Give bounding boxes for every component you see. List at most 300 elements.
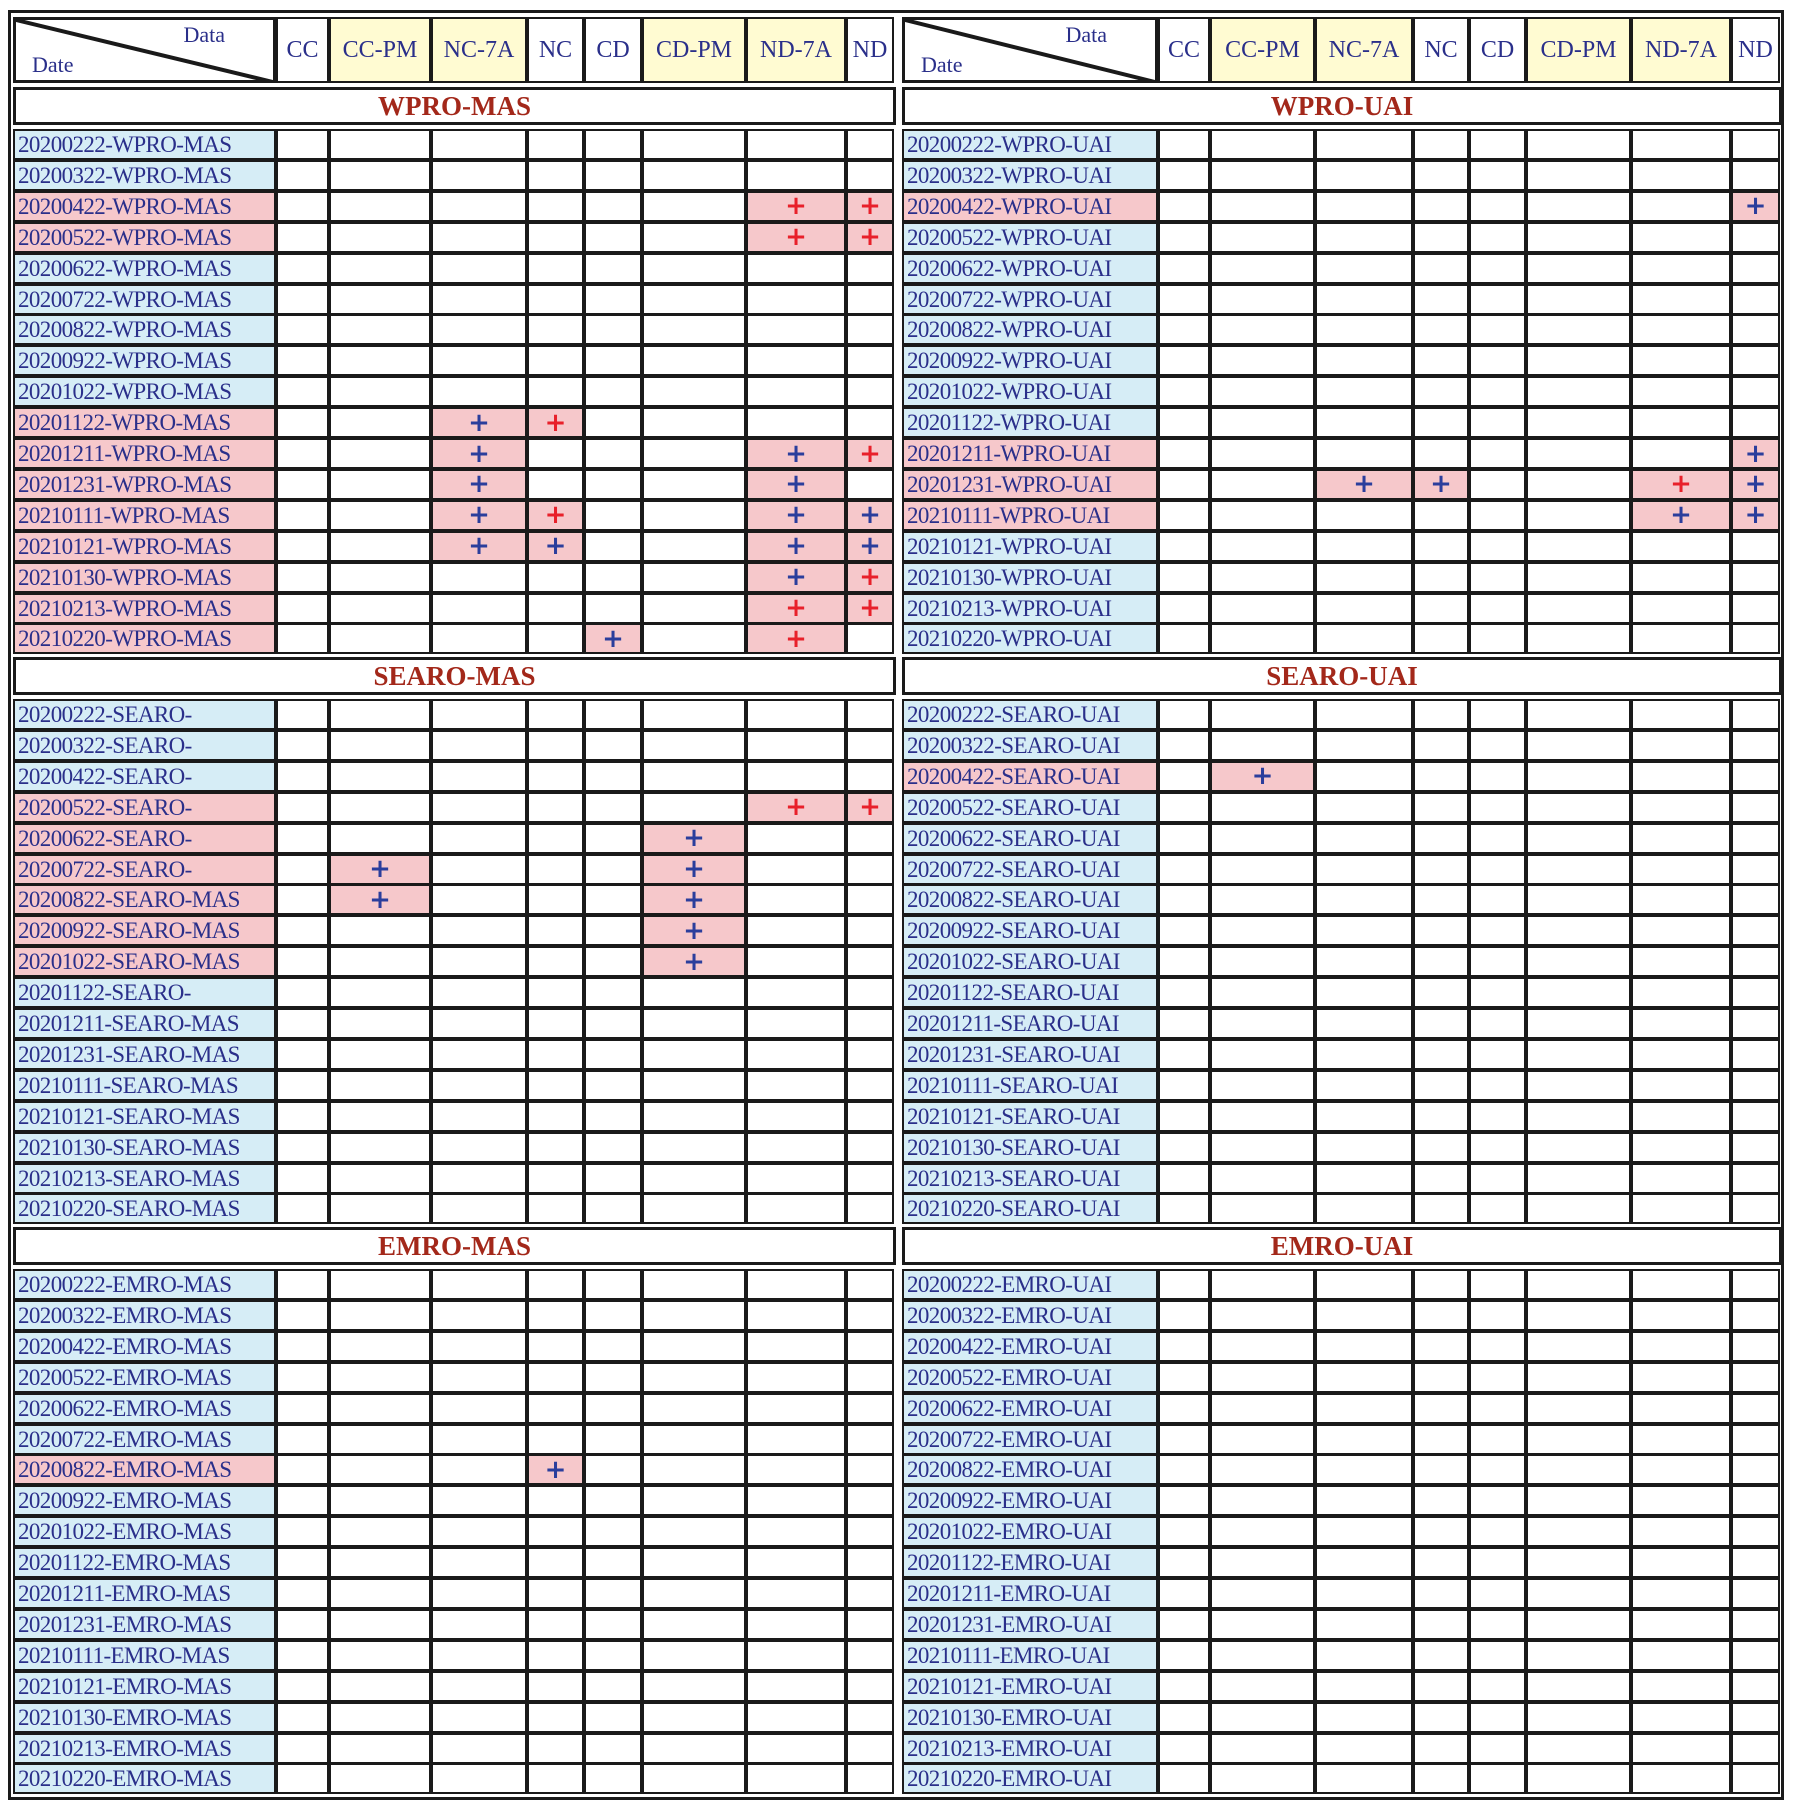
cell-nd-7a bbox=[1631, 761, 1731, 792]
cell-nd-7a bbox=[1631, 1640, 1731, 1671]
cell-cd-pm bbox=[1526, 562, 1631, 593]
cell-nd bbox=[846, 593, 894, 624]
cell-nd-7a bbox=[746, 1424, 846, 1455]
cell-cd bbox=[584, 1578, 642, 1609]
cell-nd bbox=[846, 531, 894, 562]
cell-nd-7a bbox=[1631, 284, 1731, 315]
cell-nd bbox=[846, 699, 894, 730]
cell-nd bbox=[846, 1485, 894, 1516]
cell-nc-7a bbox=[431, 792, 527, 823]
table-row bbox=[11, 977, 898, 1008]
cell-nd bbox=[846, 1609, 894, 1640]
cell-cd-pm bbox=[1526, 222, 1631, 253]
cell-cc-pm bbox=[329, 1163, 431, 1194]
cell-cd-pm bbox=[642, 623, 746, 654]
cell-nd-7a bbox=[746, 1547, 846, 1578]
cell-cd-pm bbox=[1526, 761, 1631, 792]
cell-nd-7a bbox=[1631, 823, 1731, 854]
table-row bbox=[11, 1578, 898, 1609]
cell-nc-7a bbox=[1315, 129, 1413, 160]
cell-nc bbox=[1413, 1516, 1469, 1547]
cell-cc-pm bbox=[329, 730, 431, 761]
cell-nc-7a bbox=[1315, 1269, 1413, 1300]
row-label: 20210121-EMRO-MAS bbox=[13, 1671, 276, 1702]
cell-nc bbox=[527, 1733, 584, 1764]
row-label: 20210111-EMRO-UAI bbox=[902, 1640, 1158, 1671]
cell-nd-7a bbox=[1631, 1008, 1731, 1039]
table-row bbox=[11, 593, 898, 624]
cell-nc bbox=[527, 129, 584, 160]
cell-nc-7a bbox=[1315, 500, 1413, 531]
cell-cc bbox=[1158, 623, 1210, 654]
blue-plus-icon: + bbox=[468, 531, 490, 562]
cell-cd bbox=[584, 593, 642, 624]
cell-cc-pm bbox=[1210, 1763, 1315, 1794]
table-row bbox=[11, 1733, 898, 1764]
cell-nd-7a bbox=[746, 531, 846, 562]
cell-cc bbox=[276, 345, 329, 376]
cell-cd-pm bbox=[1526, 500, 1631, 531]
cell-cc bbox=[276, 593, 329, 624]
cell-nd-7a bbox=[746, 1640, 846, 1671]
cell-cc-pm bbox=[329, 761, 431, 792]
cell-cc-pm bbox=[1210, 593, 1315, 624]
cell-cc-pm bbox=[329, 1454, 431, 1485]
red-plus-icon: + bbox=[785, 792, 807, 823]
cell-nd bbox=[1731, 253, 1780, 284]
column-header-row bbox=[1158, 17, 1782, 83]
cell-cd bbox=[1469, 1331, 1526, 1362]
cell-cc bbox=[276, 500, 329, 531]
cell-nd-7a bbox=[746, 1393, 846, 1424]
cell-cd-pm bbox=[1526, 915, 1631, 946]
cell-cc-pm bbox=[329, 376, 431, 407]
cell-cd-pm bbox=[1526, 438, 1631, 469]
cell-cc bbox=[276, 1132, 329, 1163]
red-plus-icon: + bbox=[859, 191, 881, 222]
cell-nc bbox=[527, 792, 584, 823]
row-label: 20210213-EMRO-UAI bbox=[902, 1733, 1158, 1764]
cell-cc bbox=[276, 1454, 329, 1485]
cell-cc-pm bbox=[329, 500, 431, 531]
cell-cd-pm bbox=[1526, 191, 1631, 222]
cell-nc bbox=[527, 1008, 584, 1039]
cell-nd-7a bbox=[1631, 1331, 1731, 1362]
cell-nd bbox=[846, 1763, 894, 1794]
cell-cc-pm bbox=[329, 884, 431, 915]
blue-plus-icon: + bbox=[859, 531, 881, 562]
row-label: 20200722-WPRO-UAI bbox=[902, 284, 1158, 315]
table-row bbox=[11, 253, 898, 284]
cell-cd-pm bbox=[1526, 730, 1631, 761]
cell-nd bbox=[846, 314, 894, 345]
table-row bbox=[900, 1193, 1784, 1224]
cell-cc-pm bbox=[329, 1516, 431, 1547]
cell-nd bbox=[1731, 531, 1780, 562]
cell-cc bbox=[276, 1269, 329, 1300]
cell-cd-pm bbox=[1526, 469, 1631, 500]
cell-cc bbox=[1158, 345, 1210, 376]
red-plus-icon: + bbox=[1670, 469, 1692, 500]
cell-nd-7a bbox=[746, 792, 846, 823]
cell-nd bbox=[1731, 562, 1780, 593]
cell-cd-pm bbox=[1526, 946, 1631, 977]
cell-nd-7a bbox=[1631, 1485, 1731, 1516]
cell-nd-7a bbox=[746, 129, 846, 160]
table-row bbox=[900, 222, 1784, 253]
cell-nc bbox=[527, 730, 584, 761]
cell-nd bbox=[1731, 823, 1780, 854]
cell-nc-7a bbox=[431, 1193, 527, 1224]
cell-nd-7a bbox=[1631, 531, 1731, 562]
cell-nc-7a bbox=[431, 623, 527, 654]
cell-cd-pm bbox=[1526, 792, 1631, 823]
cell-nd-7a bbox=[746, 376, 846, 407]
cell-cc-pm bbox=[1210, 1331, 1315, 1362]
table-row bbox=[900, 376, 1784, 407]
cell-cd bbox=[1469, 1132, 1526, 1163]
row-label: 20210220-EMRO-UAI bbox=[902, 1763, 1158, 1794]
cell-nd bbox=[1731, 884, 1780, 915]
cell-nd-7a bbox=[1631, 469, 1731, 500]
row-label: 20200722-WPRO-MAS bbox=[13, 284, 276, 315]
cell-cc-pm bbox=[329, 469, 431, 500]
cell-nd-7a bbox=[746, 1578, 846, 1609]
cell-cc-pm bbox=[1210, 761, 1315, 792]
table-row bbox=[900, 699, 1784, 730]
cell-cc bbox=[1158, 1547, 1210, 1578]
cell-nc-7a bbox=[431, 884, 527, 915]
cell-cd-pm bbox=[1526, 1671, 1631, 1702]
blue-plus-icon: + bbox=[683, 854, 705, 884]
cell-cd-pm bbox=[642, 854, 746, 885]
table-row bbox=[900, 1362, 1784, 1393]
cell-cc bbox=[276, 946, 329, 977]
cell-nd bbox=[846, 823, 894, 854]
cell-cd-pm bbox=[642, 284, 746, 315]
cell-cd bbox=[584, 376, 642, 407]
cell-cd bbox=[584, 500, 642, 531]
cell-nd-7a bbox=[746, 699, 846, 730]
red-plus-icon: + bbox=[859, 593, 881, 623]
cell-cd bbox=[584, 1424, 642, 1455]
cell-nd-7a bbox=[1631, 407, 1731, 438]
cell-cd bbox=[1469, 1516, 1526, 1547]
cell-cc bbox=[1158, 1070, 1210, 1101]
cell-cd bbox=[1469, 1424, 1526, 1455]
cell-nc bbox=[527, 593, 584, 624]
cell-nd-7a bbox=[746, 1300, 846, 1331]
cell-cc bbox=[1158, 823, 1210, 854]
cell-nc-7a bbox=[1315, 699, 1413, 730]
cell-nc-7a bbox=[1315, 253, 1413, 284]
row-label: 20201122-EMRO-MAS bbox=[13, 1547, 276, 1578]
cell-nd-7a bbox=[746, 1763, 846, 1794]
table-row bbox=[11, 469, 898, 500]
cell-cd-pm bbox=[642, 1516, 746, 1547]
cell-cc-pm bbox=[329, 946, 431, 977]
cell-cd-pm bbox=[1526, 314, 1631, 345]
row-label: 20200622-EMRO-MAS bbox=[13, 1393, 276, 1424]
cell-nc bbox=[1413, 792, 1469, 823]
cell-nc bbox=[527, 191, 584, 222]
cell-cc bbox=[276, 823, 329, 854]
cell-cd-pm bbox=[642, 1269, 746, 1300]
cell-nc-7a bbox=[1315, 191, 1413, 222]
cell-nc bbox=[527, 761, 584, 792]
cell-nd-7a bbox=[746, 284, 846, 315]
cell-nc bbox=[527, 1763, 584, 1794]
column-header-row bbox=[276, 17, 896, 83]
cell-nc bbox=[527, 1485, 584, 1516]
table-row bbox=[11, 407, 898, 438]
cell-nc bbox=[527, 314, 584, 345]
cell-cd bbox=[1469, 469, 1526, 500]
cell-cc bbox=[1158, 1193, 1210, 1224]
cell-cd-pm bbox=[642, 531, 746, 562]
cell-nc-7a bbox=[431, 1578, 527, 1609]
cell-nc bbox=[1413, 761, 1469, 792]
cell-cd bbox=[1469, 253, 1526, 284]
table-row bbox=[11, 160, 898, 191]
cell-nd bbox=[1731, 1300, 1780, 1331]
cell-nc bbox=[527, 345, 584, 376]
cell-nc bbox=[527, 1424, 584, 1455]
row-label: 20210213-SEARO-UAI bbox=[902, 1163, 1158, 1194]
table-row bbox=[900, 1702, 1784, 1733]
row-label: 20210111-SEARO-UAI bbox=[902, 1070, 1158, 1101]
table-row bbox=[900, 469, 1784, 500]
row-label: 20200822-SEARO-UAI bbox=[902, 884, 1158, 915]
cell-nc-7a bbox=[431, 593, 527, 624]
cell-cc-pm bbox=[1210, 1132, 1315, 1163]
table-row bbox=[900, 314, 1784, 345]
cell-cc bbox=[1158, 1702, 1210, 1733]
column-header-nd: ND bbox=[846, 17, 894, 83]
table-row bbox=[900, 1516, 1784, 1547]
table-row bbox=[900, 253, 1784, 284]
cell-nd-7a bbox=[1631, 1702, 1731, 1733]
section-title: SEARO-UAI bbox=[902, 657, 1782, 695]
cell-cc-pm bbox=[1210, 823, 1315, 854]
cell-cd-pm bbox=[642, 1070, 746, 1101]
column-header-cd-pm: CD-PM bbox=[642, 17, 746, 83]
cell-nd bbox=[1731, 854, 1780, 885]
row-label: 20200322-SEARO-UAI bbox=[902, 730, 1158, 761]
cell-nd bbox=[1731, 730, 1780, 761]
blue-plus-icon: + bbox=[683, 884, 705, 915]
cell-nd bbox=[1731, 345, 1780, 376]
cell-nd-7a bbox=[746, 1101, 846, 1132]
cell-cd-pm bbox=[1526, 593, 1631, 624]
cell-cd-pm bbox=[1526, 345, 1631, 376]
cell-nd-7a bbox=[1631, 1733, 1731, 1764]
table-row bbox=[11, 1640, 898, 1671]
cell-nd bbox=[846, 1671, 894, 1702]
cell-nc-7a bbox=[431, 222, 527, 253]
cell-cd bbox=[584, 1393, 642, 1424]
cell-nc bbox=[527, 977, 584, 1008]
cell-nd bbox=[1731, 284, 1780, 315]
cell-cd-pm bbox=[1526, 823, 1631, 854]
cell-cd bbox=[1469, 884, 1526, 915]
cell-nd bbox=[846, 469, 894, 500]
table-row bbox=[900, 531, 1784, 562]
cell-nc bbox=[1413, 1331, 1469, 1362]
cell-nc bbox=[527, 1671, 584, 1702]
row-label: 20201231-SEARO-UAI bbox=[902, 1039, 1158, 1070]
cell-cd-pm bbox=[642, 761, 746, 792]
table-row bbox=[11, 1485, 898, 1516]
cell-cc bbox=[276, 1300, 329, 1331]
row-label: 20210130-WPRO-UAI bbox=[902, 562, 1158, 593]
cell-nc bbox=[527, 1454, 584, 1485]
cell-cc bbox=[276, 562, 329, 593]
cell-nc-7a bbox=[431, 823, 527, 854]
cell-nd bbox=[846, 253, 894, 284]
table-row bbox=[900, 1609, 1784, 1640]
cell-cd bbox=[584, 977, 642, 1008]
cell-nd bbox=[846, 1132, 894, 1163]
cell-cd-pm bbox=[642, 1485, 746, 1516]
table-row bbox=[11, 792, 898, 823]
cell-cc bbox=[1158, 1008, 1210, 1039]
cell-cd-pm bbox=[642, 129, 746, 160]
cell-nc bbox=[1413, 623, 1469, 654]
cell-nc bbox=[1413, 1485, 1469, 1516]
cell-nc-7a bbox=[1315, 562, 1413, 593]
cell-nc bbox=[1413, 314, 1469, 345]
row-label: 20200522-SEARO-UAI bbox=[902, 792, 1158, 823]
cell-nc bbox=[1413, 376, 1469, 407]
cell-cc bbox=[276, 1070, 329, 1101]
cell-cd bbox=[584, 1362, 642, 1393]
cell-nc-7a bbox=[1315, 1163, 1413, 1194]
cell-cc bbox=[1158, 1163, 1210, 1194]
cell-cd bbox=[584, 469, 642, 500]
cell-cd-pm bbox=[642, 469, 746, 500]
cell-cc-pm bbox=[1210, 345, 1315, 376]
cell-cc-pm bbox=[329, 1101, 431, 1132]
cell-nc bbox=[1413, 1008, 1469, 1039]
table-row bbox=[11, 1609, 898, 1640]
cell-cd-pm bbox=[642, 1193, 746, 1224]
row-label: 20200422-SEARO- bbox=[13, 761, 276, 792]
cell-nd bbox=[1731, 160, 1780, 191]
table-row bbox=[900, 823, 1784, 854]
table-row bbox=[900, 946, 1784, 977]
cell-nc-7a bbox=[431, 1393, 527, 1424]
cell-nc-7a bbox=[1315, 1008, 1413, 1039]
row-label: 20201231-SEARO-MAS bbox=[13, 1039, 276, 1070]
table-row bbox=[900, 500, 1784, 531]
cell-cc-pm bbox=[329, 623, 431, 654]
cell-cc bbox=[1158, 730, 1210, 761]
cell-cd-pm bbox=[1526, 1485, 1631, 1516]
row-label: 20210111-WPRO-MAS bbox=[13, 500, 276, 531]
cell-nd bbox=[1731, 1640, 1780, 1671]
column-header-nd-7a: ND-7A bbox=[1631, 17, 1731, 83]
table-row bbox=[900, 1269, 1784, 1300]
red-plus-icon: + bbox=[785, 623, 807, 654]
cell-nc bbox=[527, 1702, 584, 1733]
cell-nd-7a bbox=[746, 1039, 846, 1070]
cell-nc-7a bbox=[1315, 1640, 1413, 1671]
table-row bbox=[11, 1269, 898, 1300]
cell-nd-7a bbox=[1631, 1454, 1731, 1485]
cell-cc-pm bbox=[1210, 222, 1315, 253]
cell-nd-7a bbox=[1631, 1193, 1731, 1224]
cell-nc-7a bbox=[1315, 438, 1413, 469]
cell-cc-pm bbox=[329, 593, 431, 624]
cell-cd bbox=[1469, 1070, 1526, 1101]
cell-nd bbox=[1731, 1485, 1780, 1516]
column-header-nc: NC bbox=[527, 17, 584, 83]
cell-nd bbox=[1731, 699, 1780, 730]
cell-nc bbox=[1413, 1671, 1469, 1702]
cell-cc bbox=[276, 854, 329, 885]
cell-cd bbox=[1469, 623, 1526, 654]
cell-nc-7a bbox=[431, 129, 527, 160]
table-row bbox=[900, 1578, 1784, 1609]
row-label: 20200422-WPRO-UAI bbox=[902, 191, 1158, 222]
cell-nd-7a bbox=[1631, 915, 1731, 946]
cell-cd bbox=[584, 562, 642, 593]
section-title: WPRO-UAI bbox=[902, 87, 1782, 125]
cell-nd-7a bbox=[746, 623, 846, 654]
cell-cc-pm bbox=[1210, 1362, 1315, 1393]
row-label: 20201022-EMRO-UAI bbox=[902, 1516, 1158, 1547]
cell-cc bbox=[1158, 1733, 1210, 1764]
red-plus-icon: + bbox=[859, 438, 881, 469]
table-row bbox=[900, 593, 1784, 624]
cell-cd-pm bbox=[1526, 854, 1631, 885]
cell-cd bbox=[584, 222, 642, 253]
cell-nd-7a bbox=[746, 1362, 846, 1393]
cell-nd bbox=[846, 1640, 894, 1671]
cell-cd bbox=[584, 699, 642, 730]
table-row bbox=[900, 160, 1784, 191]
red-plus-icon: + bbox=[785, 593, 807, 623]
cell-nc-7a bbox=[431, 1424, 527, 1455]
cell-nd bbox=[1731, 1008, 1780, 1039]
blue-plus-icon: + bbox=[1744, 191, 1767, 222]
cell-nc-7a bbox=[1315, 1039, 1413, 1070]
cell-nd-7a bbox=[1631, 1393, 1731, 1424]
cell-cd bbox=[1469, 500, 1526, 531]
cell-cd bbox=[584, 160, 642, 191]
cell-nc-7a bbox=[1315, 1070, 1413, 1101]
cell-nd bbox=[846, 160, 894, 191]
cell-nc-7a bbox=[1315, 1101, 1413, 1132]
cell-nc bbox=[527, 699, 584, 730]
cell-nc-7a bbox=[431, 562, 527, 593]
cell-nd-7a bbox=[1631, 730, 1731, 761]
cell-nd bbox=[1731, 1331, 1780, 1362]
cell-nd-7a bbox=[1631, 376, 1731, 407]
cell-nd-7a bbox=[746, 854, 846, 885]
cell-cd-pm bbox=[642, 1671, 746, 1702]
cell-cd bbox=[1469, 1163, 1526, 1194]
cell-cd bbox=[584, 284, 642, 315]
cell-nc-7a bbox=[431, 531, 527, 562]
cell-nd bbox=[1731, 438, 1780, 469]
cell-cc-pm bbox=[1210, 407, 1315, 438]
cell-nd bbox=[846, 1193, 894, 1224]
table-row bbox=[11, 438, 898, 469]
cell-cc-pm bbox=[329, 562, 431, 593]
cell-cd bbox=[1469, 977, 1526, 1008]
